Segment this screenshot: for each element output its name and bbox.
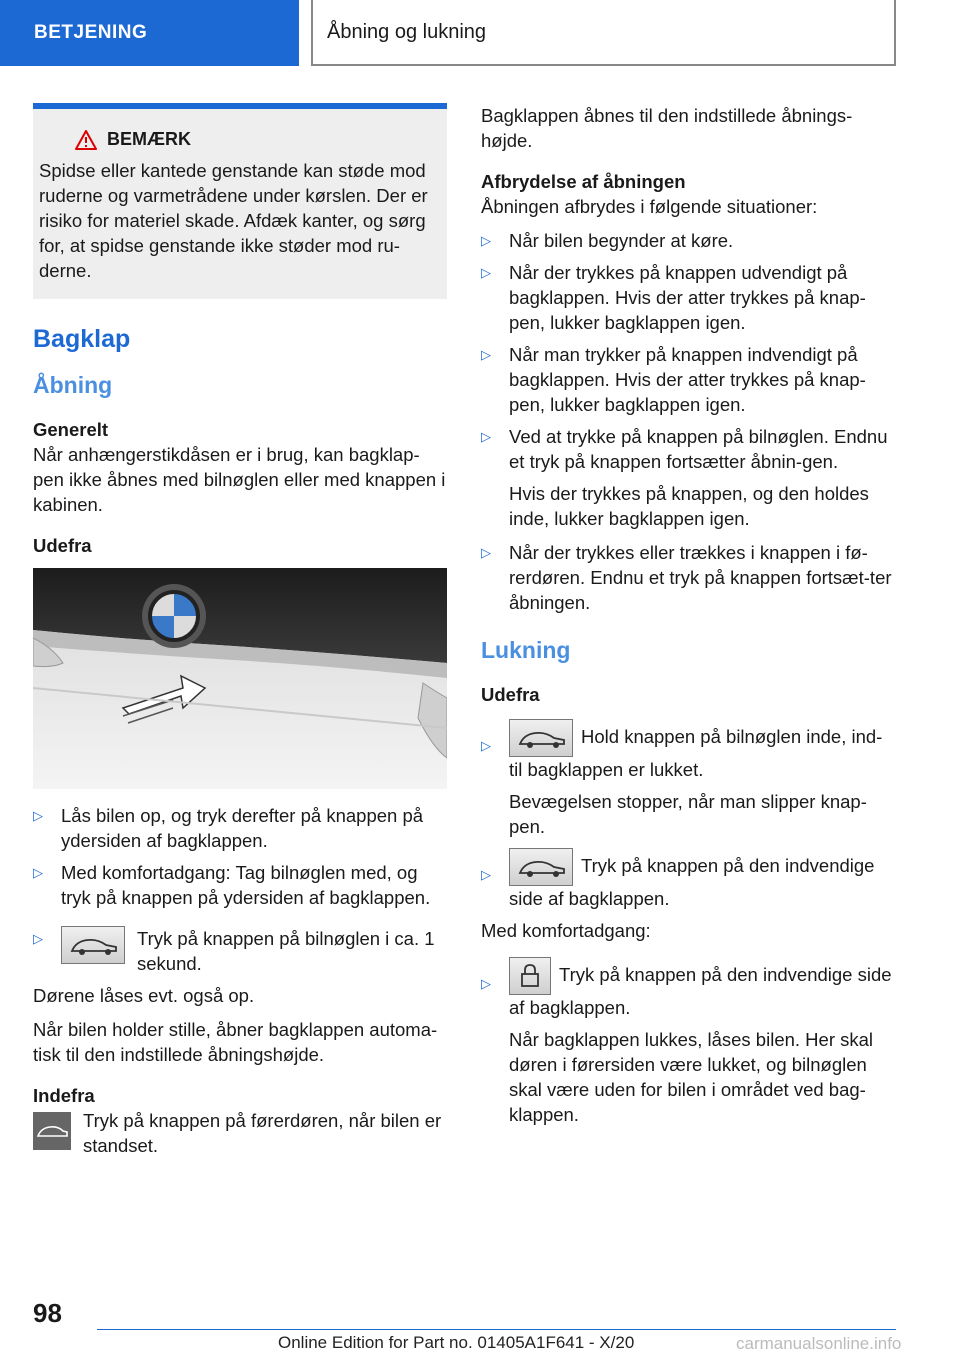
list-item (481, 228, 895, 253)
list-item (481, 424, 895, 474)
list-item-content (61, 926, 447, 976)
triangle-bullet-icon: ▷ (481, 976, 491, 991)
list-item (481, 957, 895, 1020)
list-item-text: Når der trykkes på knappen udvendigt på bagklappen. Hvis der atter trykkes på knap-pen, lukker bagklappen igen. (509, 262, 866, 333)
list-item-text: Når der trykkes eller trækkes i knappen i fø-rerdøren. Endnu et tryk på knappen fortsæt-ter åbningen. (509, 542, 892, 613)
indefra-text: Tryk på knappen på førerdøren, når bilen er standset. (83, 1110, 442, 1156)
intro-text: Bagklappen åbnes til den indstillede åbnings-højde. (481, 105, 853, 151)
komfort-text: Med komfortadgang: (481, 920, 651, 941)
list-item-text: Ved at trykke på knappen på bilnøglen. Endnu et tryk på knappen fortsætter åbnin-gen. (509, 426, 888, 472)
list-item (481, 342, 895, 417)
right-column (481, 103, 895, 1136)
list-item-content (509, 719, 895, 782)
indefra-row (33, 1108, 447, 1158)
list-item (481, 848, 895, 911)
footer-divider (97, 1329, 896, 1330)
list-item-text: Lås bilen op, og tryk derefter på knappen på ydersiden af bagklappen. (61, 805, 424, 851)
list-item-content (509, 848, 895, 911)
list-item-subtext: Bevægelsen stopper, når man slipper knap-pen. (509, 791, 867, 837)
triangle-bullet-icon: ▷ (481, 738, 491, 753)
triangle-bullet-icon: ▷ (33, 808, 43, 823)
tailgate-photo (33, 568, 447, 789)
list-item-text: Tryk på knappen på den indvendige side af bagklappen. (509, 963, 892, 1018)
list-item-text: Med komfortadgang: Tag bilnøglen med, og tryk på knappen på ydersiden af bagklappen. (61, 862, 431, 908)
triangle-bullet-icon: ▷ (481, 545, 491, 560)
triangle-bullet-icon: ▷ (481, 347, 491, 362)
triangle-bullet-icon: ▷ (481, 867, 491, 882)
triangle-bullet-icon: ▷ (33, 865, 43, 880)
triangle-bullet-icon: ▷ (481, 265, 491, 280)
list-item-text: Når man trykker på knappen indvendigt på bagklappen. Hvis der atter trykkes på knap-pen, lukker bagklappen igen. (509, 344, 866, 415)
list-item-text: Når bilen begynder at køre. (509, 230, 734, 251)
heading-lukning: Lukning (481, 637, 571, 663)
list-item-text: Hold knappen på bilnøglen inde, ind-til bagklappen er lukket. (509, 725, 883, 780)
lock-button-icon (509, 957, 551, 995)
car-key-tailgate-icon (61, 926, 125, 964)
car-key-tailgate-icon (509, 719, 573, 757)
subheading-afbrydelse: Afbrydelse af åbningen (481, 171, 686, 192)
notice-text: Spidse eller kantede genstande kan støde mod ruderne og varmetrådene under kørslen. Der er risiko for materiel skade. Afdæk kanter, og sørg for, at spidse genstande ikke støder mod ru-derne. (39, 160, 428, 281)
door-button-icon (33, 1112, 71, 1150)
list-item (481, 260, 895, 335)
list-item (33, 926, 447, 976)
footer-watermark: carmanualsonline.info (736, 1334, 902, 1353)
triangle-bullet-icon: ▷ (481, 233, 491, 248)
auto-open-text: Når bilen holder stille, åbner bagklappen automa-tisk til den indstillede åbningshøjde. (33, 1019, 438, 1065)
list-item (33, 860, 447, 910)
heading-bagklap: Bagklap (33, 325, 131, 353)
list-item (481, 540, 895, 615)
subheading-generelt: Generelt (33, 419, 109, 440)
generelt-text: Når anhængerstikdåsen er i brug, kan bagklap-pen ikke åbnes med bilnøglen eller med knappen i kabinen. (33, 444, 446, 515)
triangle-bullet-icon: ▷ (481, 429, 491, 444)
list-item-subtext: Når bagklappen lukkes, låses bilen. Her skal døren i førersiden være lukket, og bilnøglen skal være uden for bilen i området ved bag-klappen. (509, 1029, 874, 1125)
left-column (33, 103, 447, 1158)
list-item-text: Tryk på knappen på den indvendige side af bagklappen. (509, 854, 875, 909)
doors-text: Dørene låses evt. også op. (33, 985, 255, 1006)
subheading-indefra: Indefra (33, 1085, 95, 1106)
tailgate-button-icon (509, 848, 573, 886)
section-tab: BETJENING (0, 0, 299, 66)
list-item-subtext: Hvis der trykkes på knappen, og den holdes inde, lukker bagklappen igen. (509, 483, 869, 529)
list-item (33, 803, 447, 853)
page-number: 98 (33, 1298, 62, 1328)
notice-title: BEMÆRK (107, 129, 191, 149)
heading-aabning: Åbning (33, 372, 113, 398)
notice-box (33, 103, 447, 299)
afbrydelse-text: Åbningen afbrydes i følgende situationer: (481, 196, 818, 217)
list-item-text: Tryk på knappen på bilnøglen i ca. 1 sekund. (137, 928, 435, 974)
subheading-udefra: Udefra (33, 535, 92, 556)
notice-header (39, 129, 439, 150)
list-item-content (509, 957, 895, 1020)
warning-icon (75, 130, 97, 150)
footer-edition: Online Edition for Part no. 01405A1F641 - X/20 (278, 1333, 635, 1352)
chapter-title: Åbning og lukning (311, 0, 896, 66)
triangle-bullet-icon: ▷ (33, 931, 43, 946)
subheading-udefra-lukning: Udefra (481, 684, 540, 705)
list-item (481, 719, 895, 782)
